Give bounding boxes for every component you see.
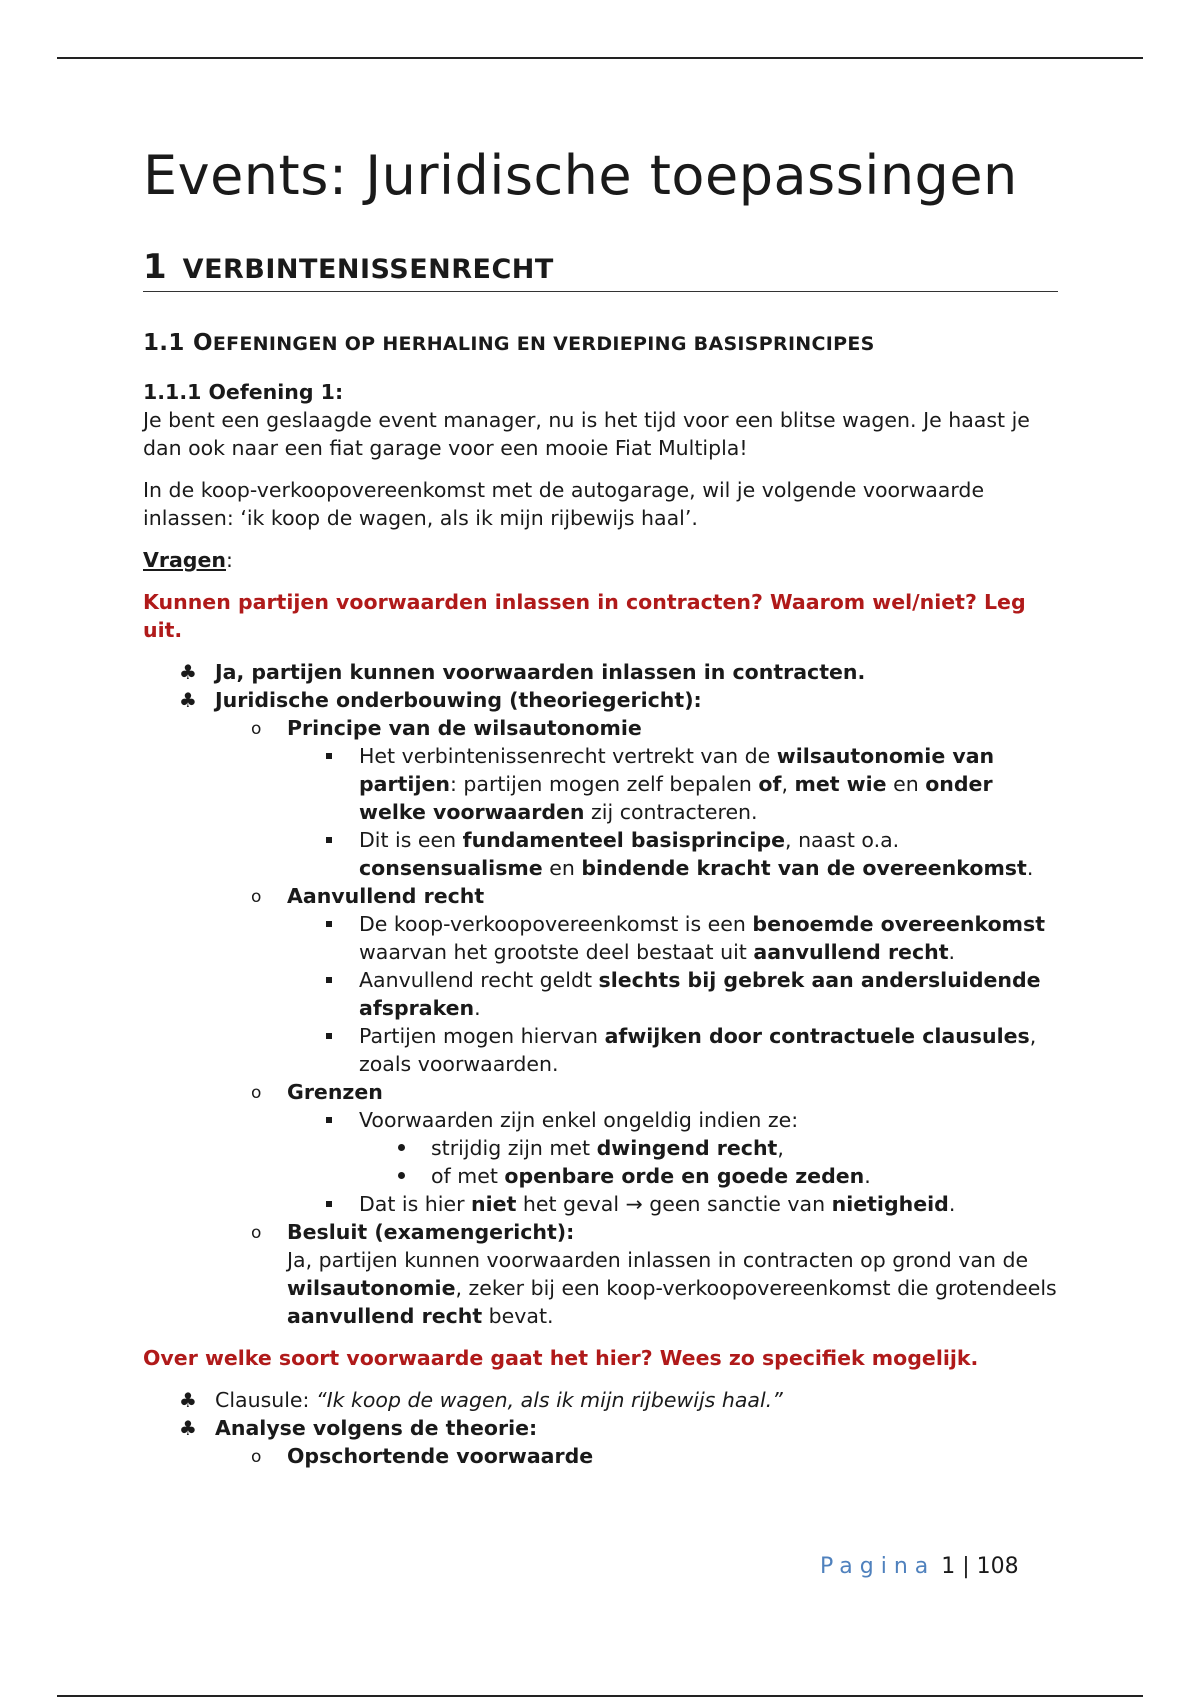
- list-item: [251, 1078, 1058, 1218]
- text-run: ,: [781, 772, 795, 796]
- club-bullet-icon: ♣: [179, 1416, 197, 1440]
- answer-1-bullet-2: Juridische onderbouwing (theoriegericht):: [215, 688, 702, 712]
- header-rule: [57, 57, 1143, 59]
- square-bullet-icon: [326, 977, 332, 983]
- bold-run: onder welke voorwaarden: [359, 772, 993, 824]
- club-bullet-icon: ♣: [179, 1388, 197, 1412]
- grenzen-sublist: [359, 1134, 1058, 1190]
- intro-paragraph-2: In de koop-verkoopovereenkomst met de autogarage, wil je volgende voorwaarde inlassen: ‘ik koop de wagen, als ik mijn rijbewijs haal’.: [143, 478, 985, 530]
- answer-2-list: [143, 1386, 1058, 1470]
- bold-run: nietigheid: [831, 1192, 949, 1216]
- list-item: [251, 1442, 1058, 1470]
- bold-run: met wie: [794, 772, 887, 796]
- heading-2: [143, 330, 1058, 356]
- text-run: Aanvullend recht geldt: [359, 968, 599, 992]
- list-item: [179, 1414, 1058, 1470]
- circle-bullet-icon: o: [251, 1083, 262, 1103]
- text-run: : partijen mogen zelf bepalen: [449, 772, 759, 796]
- text-run: .: [864, 1164, 871, 1188]
- grenzen-title: Grenzen: [287, 1080, 383, 1104]
- bold-run: fundamenteel basisprincipe: [462, 828, 786, 852]
- text-run: Ja, partijen kunnen voorwaarden inlassen in contracten op grond van de: [287, 1248, 1029, 1272]
- list-item: [359, 1022, 1058, 1078]
- principe-title: Principe van de wilsautonomie: [287, 716, 642, 740]
- answer-1-bullet-1: Ja, partijen kunnen voorwaarden inlassen in contracten.: [215, 660, 866, 684]
- list-item: [179, 686, 1058, 1330]
- aanvullend-list: [287, 910, 1058, 1078]
- list-item: [359, 910, 1058, 966]
- bold-run: aanvullend recht: [287, 1304, 483, 1328]
- list-item: [431, 1134, 1058, 1162]
- besluit-text: [287, 1246, 1058, 1330]
- bold-run: aanvullend recht: [753, 940, 949, 964]
- text-run: Voorwaarden zijn enkel ongeldig indien ze:: [359, 1108, 799, 1132]
- square-bullet-icon: [326, 921, 332, 927]
- text-run: het geval → geen sanctie van: [516, 1192, 832, 1216]
- dot-bullet-icon: [398, 1172, 405, 1179]
- text-run: De koop-verkoopovereenkomst is een: [359, 912, 753, 936]
- bold-run: slechts bij gebrek aan andersluidende afspraken: [359, 968, 1041, 1020]
- heading-1: [143, 247, 1058, 292]
- list-item: [179, 1386, 1058, 1414]
- heading-1-text: VERBINTENISSENRECHT: [182, 254, 554, 285]
- text-run: zij contracteren.: [584, 800, 758, 824]
- answer-2-bullet-2: Analyse volgens de theorie:: [215, 1416, 538, 1440]
- page-total: 108: [976, 1554, 1019, 1579]
- square-bullet-icon: [326, 1201, 332, 1207]
- text-run: .: [474, 996, 481, 1020]
- text-run: of met: [431, 1164, 505, 1188]
- bold-run: consensualisme: [359, 856, 543, 880]
- clausule-quote: “Ik koop de wagen, als ik mijn rijbewijs haal.”: [315, 1388, 783, 1412]
- list-item: [359, 1190, 1058, 1218]
- list-item: [359, 826, 1058, 882]
- clausule-label: Clausule:: [215, 1388, 316, 1412]
- page-separator: |: [955, 1554, 977, 1579]
- theory-list: [215, 714, 1058, 1330]
- bold-run: openbare orde en goede zeden: [504, 1164, 865, 1188]
- text-run: Het verbintenissenrecht vertrekt van de: [359, 744, 777, 768]
- footer-rule: [57, 1695, 1143, 1697]
- circle-bullet-icon: o: [251, 887, 262, 907]
- question-2: Over welke soort voorwaarde gaat het hier? Wees zo specifiek mogelijk.: [143, 1346, 979, 1370]
- grenzen-list: [287, 1106, 1058, 1218]
- heading-1-number: 1: [143, 247, 167, 287]
- bold-run: niet: [471, 1192, 517, 1216]
- page-word: Pagina: [820, 1554, 936, 1579]
- bold-run: of: [758, 772, 782, 796]
- document-page: [143, 135, 1058, 1470]
- bold-run: bindende kracht van de overeenkomst: [581, 856, 1027, 880]
- list-item: [359, 966, 1058, 1022]
- text-run: .: [1026, 856, 1034, 880]
- heading-2-text: EFENINGEN OP HERHALING EN VERDIEPING BASISPRINCIPES: [212, 333, 875, 355]
- bold-run: afwijken door contractuele clausules: [604, 1024, 1030, 1048]
- bold-run: wilsautonomie van partijen: [359, 744, 995, 796]
- vragen-line: Vragen:: [143, 548, 233, 572]
- square-bullet-icon: [326, 837, 332, 843]
- bold-run: benoemde overeenkomst: [752, 912, 1046, 936]
- club-bullet-icon: ♣: [179, 660, 197, 684]
- vragen-label: Vragen: [143, 548, 226, 572]
- list-item: [359, 1106, 1058, 1190]
- text-run: en: [886, 772, 926, 796]
- text-run: bevat.: [482, 1304, 554, 1328]
- opschortende-title: Opschortende voorwaarde: [287, 1444, 594, 1468]
- circle-bullet-icon: o: [251, 1223, 262, 1243]
- text-run: en: [542, 856, 582, 880]
- heading-2-number: 1.1: [143, 330, 185, 356]
- square-bullet-icon: [326, 1033, 332, 1039]
- list-item: [179, 658, 1058, 686]
- bold-run: dwingend recht: [596, 1136, 778, 1160]
- list-item: [359, 742, 1058, 826]
- text-run: Dat is hier: [359, 1192, 472, 1216]
- text-run: ,: [777, 1136, 784, 1160]
- text-run: .: [948, 1192, 956, 1216]
- club-bullet-icon: ♣: [179, 688, 197, 712]
- question-1: Kunnen partijen voorwaarden inlassen in contracten? Waarom wel/niet? Leg uit.: [143, 590, 1026, 642]
- aanvullend-title: Aanvullend recht: [287, 884, 485, 908]
- text-run: waarvan het grootste deel bestaat uit: [359, 940, 754, 964]
- text-run: strijdig zijn met: [431, 1136, 597, 1160]
- text-run: .: [948, 940, 956, 964]
- bold-run: wilsautonomie: [287, 1276, 456, 1300]
- heading-3: 1.1.1 Oefening 1:: [143, 380, 344, 404]
- list-item: [251, 1218, 1058, 1330]
- text-run: , naast o.a.: [785, 828, 900, 852]
- circle-bullet-icon: o: [251, 1447, 262, 1467]
- text-run: Partijen mogen hiervan: [359, 1024, 605, 1048]
- square-bullet-icon: [326, 1117, 332, 1123]
- analysis-list: [215, 1442, 1058, 1470]
- document-title: Events: Juridische toepassingen: [143, 144, 1018, 207]
- principe-list: [287, 742, 1058, 882]
- square-bullet-icon: [326, 753, 332, 759]
- list-item: [251, 714, 1058, 882]
- list-item: [251, 882, 1058, 1078]
- heading-2-first-letter: O: [192, 330, 213, 356]
- list-item: [431, 1162, 1058, 1190]
- text-run: Dit is een: [359, 828, 463, 852]
- besluit-title: Besluit (examengericht):: [287, 1220, 575, 1244]
- circle-bullet-icon: o: [251, 719, 262, 739]
- page-number: [820, 1554, 1019, 1579]
- page-current: 1: [941, 1554, 956, 1579]
- text-run: , zeker bij een koop-verkoopovereenkomst die grotendeels: [455, 1276, 1057, 1300]
- answer-1-list: [143, 658, 1058, 1330]
- dot-bullet-icon: [398, 1144, 405, 1151]
- intro-paragraph-1: Je bent een geslaagde event manager, nu is het tijd voor een blitse wagen. Je haast je dan ook naar een fiat garage voor een mooie Fiat Multipla!: [143, 408, 1030, 460]
- text-run: , zoals voorwaarden.: [359, 1024, 1037, 1076]
